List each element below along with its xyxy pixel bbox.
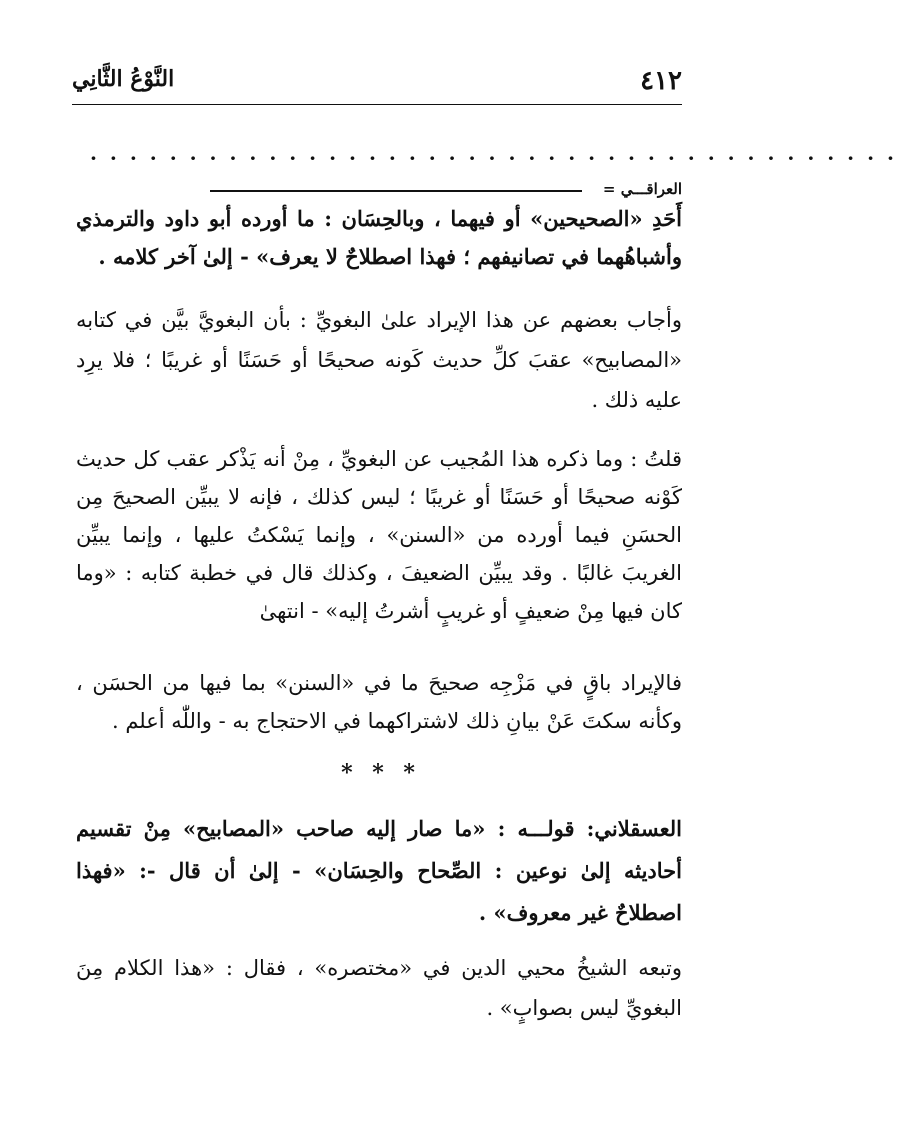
page-header <box>72 62 682 106</box>
paragraph-4: فالإيراد باقٍ في مَزْجِه صحيحَ ما في «السنن» بما فيها من الحسَن ، وكأنه سكتَ عَنْ بيانِ ذلك لاشتراكهما في الاحتجاج به - واللّٰه أعلم . <box>76 671 682 733</box>
paragraph-1: أَحَدِ «الصحيحين» أو فيهما ، وبالحِسَان : ما أورده أبو داود والترمذي وأشباهُهما في تصانيفهم ؛ فهذا اصطلاحٌ لا يعرف» - إلىٰ آخر كلامه . <box>76 206 682 269</box>
footnote-rule <box>210 190 582 192</box>
paragraph-3: قلتُ : وما ذكره هذا المُجيب عن البغويِّ ، مِنْ أنه يَذْكر عقب كل حديث كَوْنه صحيحًا أو حَسَنًا أو غريبًا ؛ ليس كذلك ، فإنه لا يبيِّن الصحيحَ مِن الحسَنِ فيما أورده من «السنن» ، وإنما يَسْكتُ عليها ، وإنما يبيِّن الغريبَ غالبًا . وقد يبيِّن الضعيفَ ، وكذلك قال في خطبة كتابه : «وما كان فيها مِنْ ضعيفٍ أو غريبٍ أشرتُ إليه» - انتهىٰ <box>76 447 682 623</box>
paragraph-2: وأجاب بعضهم عن هذا الإيراد علىٰ البغويِّ : بأن البغويَّ بيَّن في كتابه «المصابيح» عقبَ كلِّ حديث كَونه صحيحًا أو حَسَنًا أو غريبًا ؛ فلا يرِد عليه ذلك . <box>76 308 682 412</box>
running-title: النَّوْعُ الثَّانِي <box>72 66 175 92</box>
page-number: ٤١٢ <box>640 66 682 96</box>
dotted-separator: · · · · · · · · · · · · · · · · · · · · · · · · · · · · · · · · · · · · · · · · · <box>90 146 897 170</box>
paragraph-6: وتبعه الشيخُ محيي الدين في «مختصره» ، فقال : «هذا الكلام مِنَ البغويِّ ليس بصوابٍ» . <box>76 956 682 1020</box>
section-divider-stars: * * * <box>341 760 421 786</box>
header-rule <box>72 104 682 105</box>
paragraph-5: العسقلاني: قولـــه : «ما صار إليه صاحب «المصابيح» مِنْ تقسيم أحاديثه إلىٰ نوعين : الصِّحاح والحِسَان» - إلىٰ أن قال -: «فهذا اصطلاحٌ غير معروف» . <box>76 816 682 925</box>
footnote-heading <box>210 180 682 200</box>
footnote-label: العراقـــي = <box>602 180 682 198</box>
